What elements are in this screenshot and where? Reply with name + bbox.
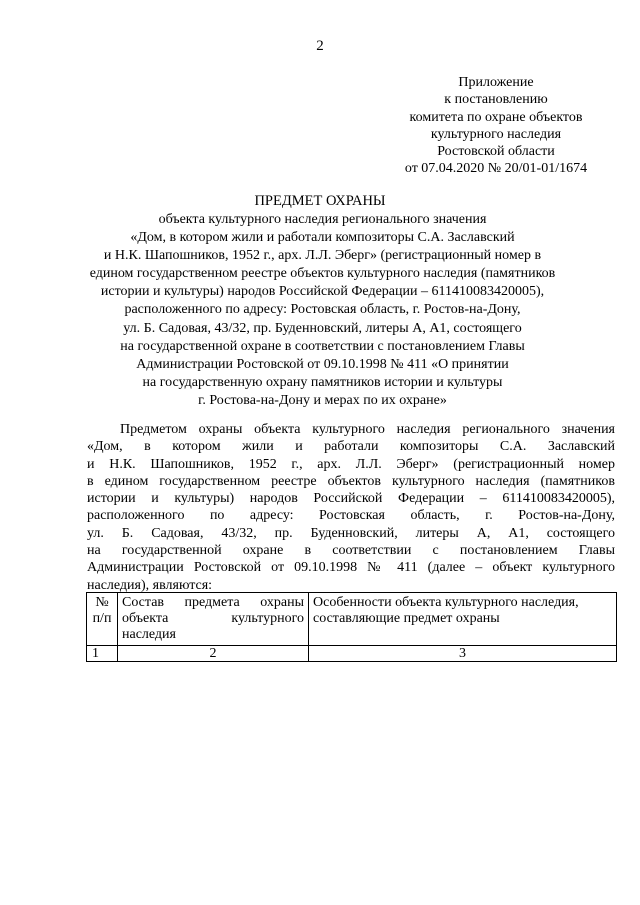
paragraph-line: истории и культуры) народов Российской Федерации – 611410083420005), xyxy=(87,491,615,507)
appendix-block xyxy=(388,74,604,178)
column-number: 1 xyxy=(87,646,118,662)
appendix-line: Ростовской области xyxy=(437,144,555,160)
subtitle-line: объекта культурного наследия регионального значения xyxy=(158,212,487,227)
subtitle-line: и Н.К. Шапошников, 1952 г., арх. Л.Л. Эберг» (регистрационный номер в xyxy=(103,248,542,264)
subtitle-line: «Дом, в котором жили и работали композиторы С.А. Заславский xyxy=(130,230,515,246)
header-composition-line: Состав предмета охраны xyxy=(122,595,304,610)
document-title: ПРЕДМЕТ ОХРАНЫ xyxy=(254,193,386,209)
table-row xyxy=(87,646,617,662)
subtitle-line: ул. Б. Садовая, 43/32, пр. Буденновский, литеры А, А1, состоящего xyxy=(123,320,522,336)
subtitle-line: г. Ростова-на-Дону и мерах по их охране» xyxy=(198,392,447,408)
paragraph-line: ул. Б. Садовая, 43/32, пр. Буденновский, литеры А, А1, состоящего xyxy=(87,525,615,541)
column-number: 3 xyxy=(309,646,617,662)
paragraph-line: на государственной охране в соответствии с постановлением Главы xyxy=(87,543,615,559)
subtitle-line: на государственную охрану памятников истории и культуры xyxy=(142,374,503,390)
header-composition-line: наследия xyxy=(122,627,176,642)
paragraph-line: и Н.К. Шапошников, 1952 г., арх. Л.Л. Эберг» (регистрационный номер xyxy=(87,456,615,472)
appendix-line: Приложение xyxy=(458,75,534,90)
subtitle-line: Администрации Ростовской от 09.10.1998 № 411 «О принятии xyxy=(136,356,509,372)
protection-subject-table xyxy=(86,592,617,662)
appendix-line: культурного наследия xyxy=(430,126,562,142)
subtitle-line: едином государственном реестре объектов культурного наследия (памятников xyxy=(89,266,556,282)
page-number: 2 xyxy=(316,38,324,54)
paragraph-line: Администрации Ростовской от 09.10.1998 № 411 (далее – объект культурного xyxy=(87,560,615,576)
subtitle-line: расположенного по адресу: Ростовская область, г. Ростов-на-Дону, xyxy=(124,302,521,318)
paragraph-line: «Дом, в котором жили и работали композиторы С.А. Заславский xyxy=(87,439,615,455)
paragraph-line: в едином государственном реестре объектов культурного наследия (памятников xyxy=(87,473,615,489)
subtitle-line: на государственной охране в соответствии с постановлением Главы xyxy=(120,338,525,354)
appendix-line: к постановлению xyxy=(444,92,548,108)
header-features: Особенности объекта культурного наследия, составляющие предмет охраны xyxy=(309,593,617,646)
appendix-line: от 07.04.2020 № 20/01-01/1674 xyxy=(404,161,588,177)
header-num: № п/п xyxy=(87,593,118,646)
column-number: 2 xyxy=(118,646,309,662)
header-composition xyxy=(118,593,309,646)
header-composition-line: объекта культурного xyxy=(122,611,304,626)
paragraph-line: Предметом охраны объекта культурного наследия регионального значения xyxy=(120,422,615,437)
paragraph-line: наследия), являются: xyxy=(87,577,213,593)
table-header-row xyxy=(87,593,617,646)
paragraph-line: расположенного по адресу: Ростовская область, г. Ростов-на-Дону, xyxy=(87,508,615,524)
document-subtitle xyxy=(80,211,565,410)
subtitle-line: истории и культуры) народов Российской Федерации – 611410083420005), xyxy=(100,284,545,300)
body-paragraph xyxy=(87,421,615,594)
appendix-line: комитета по охране объектов xyxy=(409,109,583,125)
